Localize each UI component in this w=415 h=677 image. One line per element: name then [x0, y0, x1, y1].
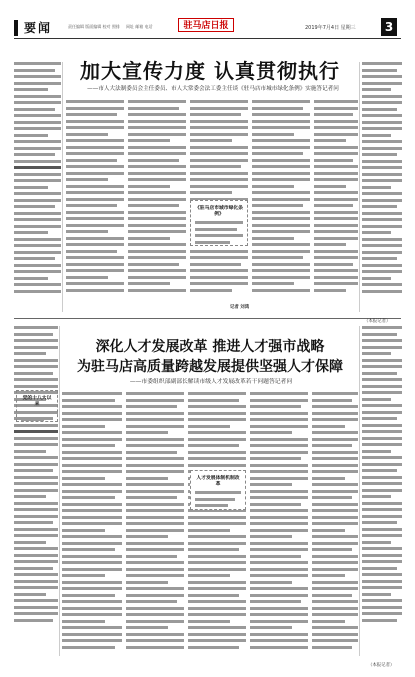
article2-column-1: [14, 326, 58, 656]
article1-column-6: [314, 100, 358, 312]
article1-subhead: ——市人大法制委员会主任委员、市人大常委会法工委主任谈《驻马店市城市绿化条例》实施答记者问: [87, 86, 339, 92]
article1-end-note: （本报记者）: [364, 319, 391, 324]
article2-column-3: [126, 392, 184, 656]
article2-inset-title-1: 党的十八大以来: [22, 395, 52, 407]
article2-column-6: [312, 392, 358, 656]
header-meta-left: 责任编辑 版面编辑 校对 照排: [68, 24, 120, 29]
article2-inset-title-2: 人才发展体制机制改革: [196, 475, 240, 487]
article1-column-3: [128, 100, 186, 312]
article2-column-5: [250, 392, 308, 656]
header-meta-left-2: 网址 邮箱 电话: [126, 24, 153, 29]
header-rule: [14, 38, 401, 39]
article1-column-5: [252, 100, 310, 312]
page-header: [0, 0, 415, 38]
article1-inset-title: 《驻马店市城市绿化条例》: [195, 205, 243, 217]
article1-headline: 加大宣传力度 认真贯彻执行: [80, 59, 340, 83]
article1-inset-box: [190, 200, 248, 246]
article2-inset-box-1: [16, 390, 58, 422]
column-separator: [359, 326, 360, 656]
article1-byline: 记者 刘鸿: [230, 305, 250, 310]
article2-headline-line2: 为驻马店高质量跨越发展提供坚强人才保障: [77, 359, 343, 375]
article1-column-7: [362, 62, 402, 312]
article2-subhead: ——市委组织部副部长解读市级人才发展改革若干问题答记者问: [129, 379, 293, 385]
article1-column-2: [66, 100, 124, 312]
issue-date: 2019年7月4日 星期三: [305, 25, 356, 31]
article-divider: [14, 318, 401, 319]
page-number: 3: [381, 18, 397, 36]
article2-inset-box-2: [190, 470, 246, 510]
section-label: 要闻: [14, 20, 60, 36]
article2-column-4: [188, 392, 246, 656]
column-separator: [62, 62, 63, 312]
newspaper-masthead: 驻马店日报: [178, 18, 234, 32]
article2-headline-line1: 深化人才发展改革 推进人才强市战略: [95, 339, 325, 355]
column-separator: [359, 62, 360, 312]
article1-column-1: [14, 62, 61, 312]
article2-end-note: （本报记者）: [368, 663, 395, 668]
article2-column-2: [62, 392, 122, 656]
column-separator: [59, 326, 60, 656]
article2-column-7: [362, 326, 402, 656]
